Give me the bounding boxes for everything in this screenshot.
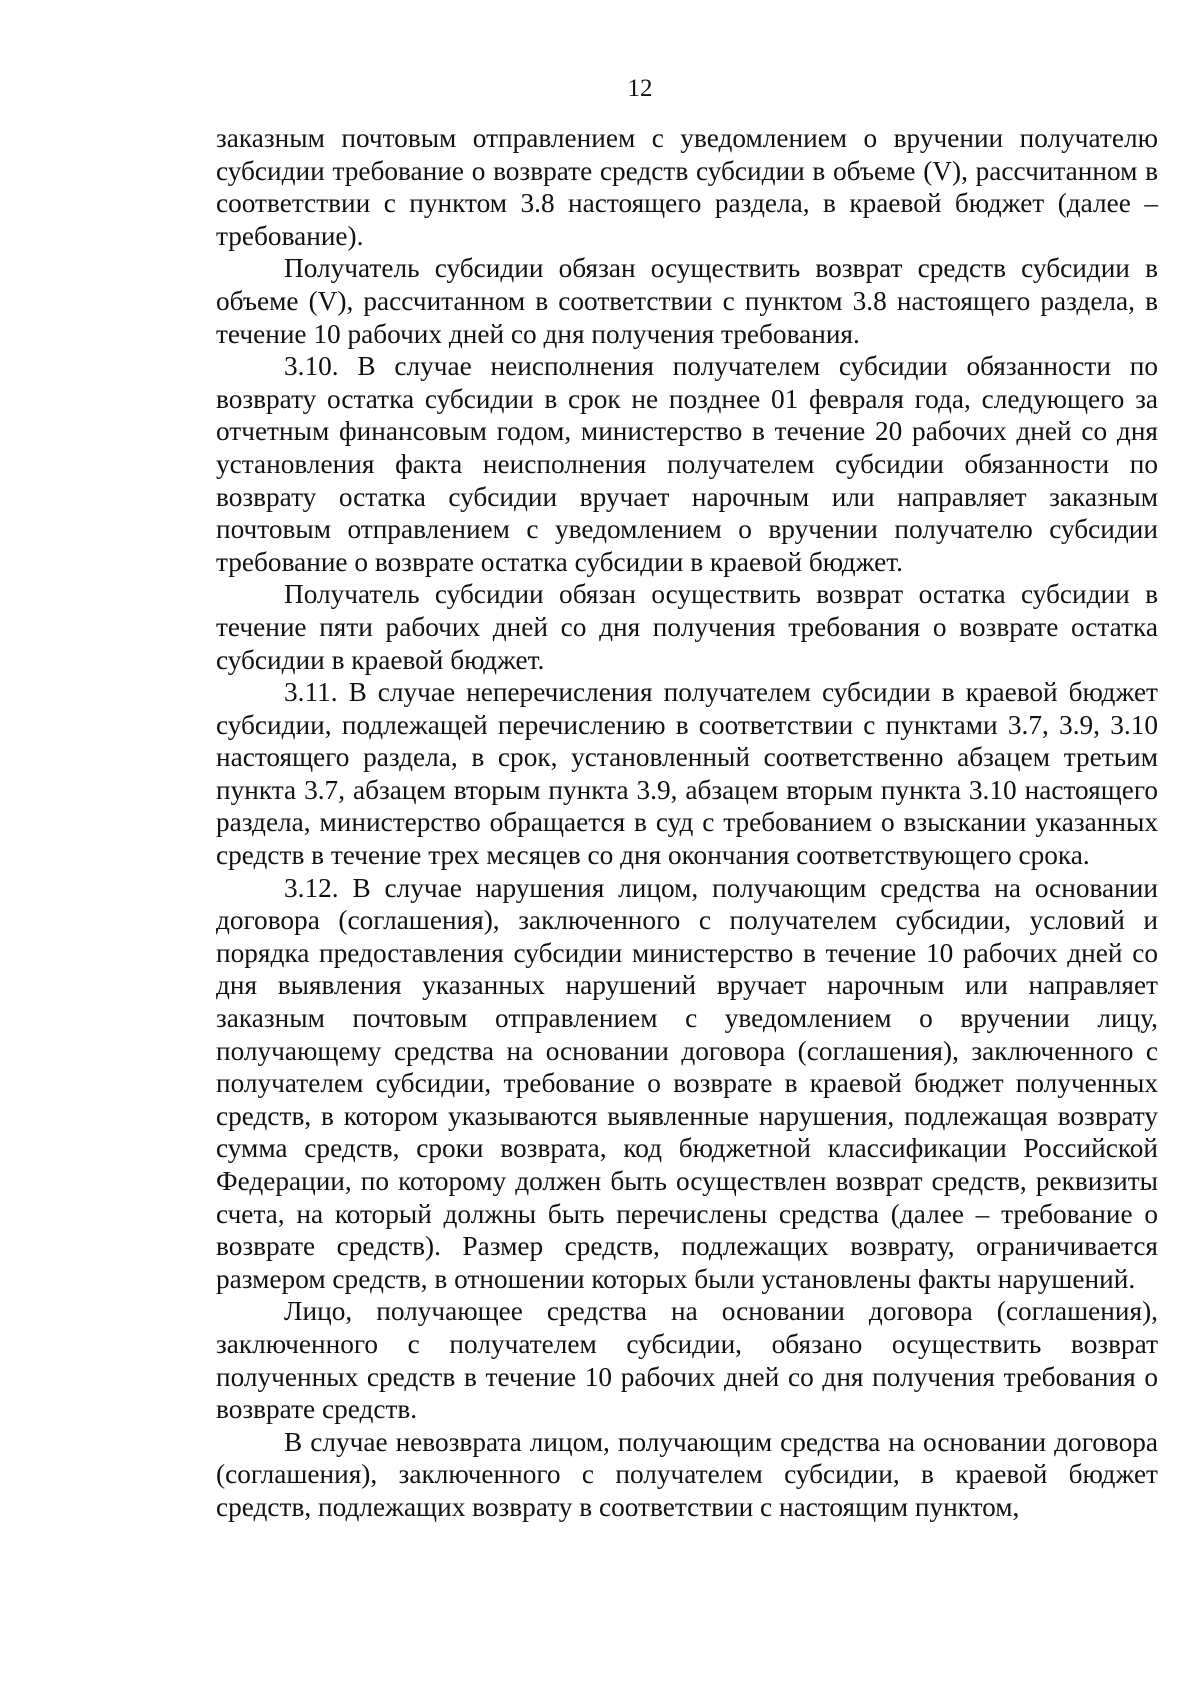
paragraph-remainder-return: Получатель субсидии обязан осуществить возврат остатка субсидии в течение пяти рабочих дней со дня получения требования о возврате остатка субсидии в краевой бюджет. — [216, 579, 1158, 675]
paragraph-return-obligation: Получатель субсидии обязан осуществить возврат средств субсидии в объеме (V), рассчитанном в соответствии с пунктом 3.8 настоящего раздела, в течение 10 рабочих дней со дня получения требования. — [216, 253, 1158, 349]
paragraph-continuation: заказным почтовым отправлением с уведомлением о вручении получателю субсидии требование о возврате средств субсидии в объеме (V), рассчитанном в соответствии с пунктом 3.8 настоящего раздела, в краевой бюджет (далее – требование). — [216, 123, 1158, 251]
paragraph-3-10: 3.10. В случае неисполнения получателем субсидии обязанности по возврату остатка субсидии в срок не позднее 01 февраля года, следующего за отчетным финансовым годом, министерство в течение 20 рабочих дней со дня установления факта неисполнения получателем субсидии обязанности по возврату остатка субсидии вручает нарочным или направляет заказным почтовым отправлением с уведомлением о вручении получателю субсидии требование о возврате остатка субсидии в краевой бюджет. — [216, 351, 1158, 577]
paragraph-recipient-obligation: Лицо, получающее средства на основании договора (соглашения), заключенного с получателем субсидии, обязано осуществить возврат полученных средств в течение 10 рабочих дней со дня получения требования о возврате средств. — [216, 1296, 1158, 1425]
paragraph-non-return: В случае невозврата лицом, получающим средства на основании договора (соглашения), заключенного с получателем субсидии, в краевой бюджет средств, подлежащих возврату в соответствии с настоящим пунктом, — [216, 1426, 1158, 1522]
paragraph-3-11: 3.11. В случае неперечисления получателем субсидии в краевой бюджет субсидии, подлежащей перечислению в соответствии с пунктами 3.7, 3.9, 3.10 настоящего раздела, в срок, установленный соответственно абзацем третьим пункта 3.7, абзацем вторым пункта 3.9, абзацем вторым пункта 3.10 настоящего раздела, министерство обращается в суд с требованием о взыскании указанных средств в течение трех месяцев со дня окончания соответствующего срока. — [216, 677, 1158, 871]
paragraph-3-12: 3.12. В случае нарушения лицом, получающим средства на основании договора (соглашения), заключенного с получателем субсидии, условий и порядка предоставления субсидии министерство в течение 10 рабочих дней со дня выявления указанных нарушений вручает нарочным или направляет заказным почтовым отправлением с уведомлением о вручении лицу, получающему средства на основании договора (соглашения), заключенного с получателем субсидии, требование о возврате в краевой бюджет полученных средств, в котором указываются выявленные нарушения, подлежащая возврату сумма средств, сроки возврата, код бюджетной классификации Российской Федерации, по которому должен быть осуществлен возврат средств, реквизиты счета, на который должны быть перечислены средства (далее – требование о возврате средств). Размер средств, подлежащих возврату, ограничивается размером средств, в отношении которых были установлены факты нарушений. — [216, 872, 1158, 1294]
page-number: 12 — [627, 75, 653, 102]
document-body — [216, 122, 1158, 1524]
